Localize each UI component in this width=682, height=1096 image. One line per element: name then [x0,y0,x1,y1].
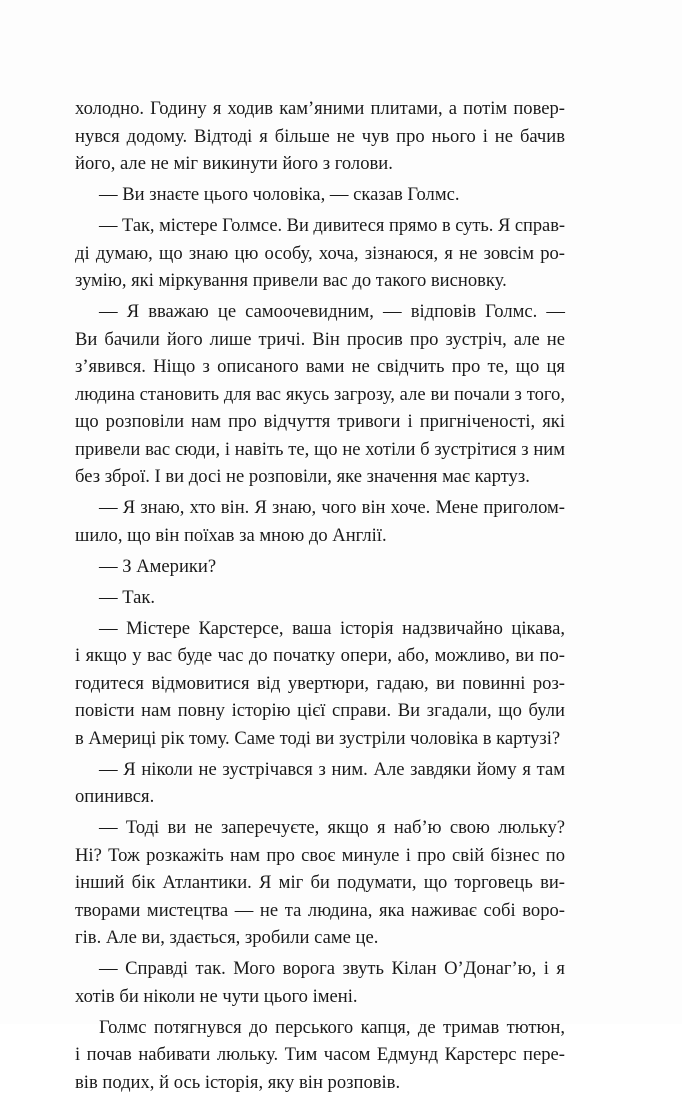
paragraph [75,298,565,491]
text-line: ді думаю, що знаю цю особу, хоча, зізнаюся, я не зовсім ро- [75,240,565,268]
paragraph [75,494,565,549]
text-line: Ні? Тож розкажіть нам про своє минуле і про свій бізнес по [75,842,565,870]
text-line: — Я знаю, хто він. Я знаю, чого він хоче. Мене приголом- [75,494,565,522]
text-line: — Містере Карстерсе, ваша історія надзвичайно цікава, [75,615,565,643]
text-line: інший бік Атлантики. Я міг би подумати, що торговець ви- [75,869,565,897]
text-line: і якщо у вас буде час до початку опери, або, можливо, ви по- [75,642,565,670]
text-line: зумію, які міркування привели вас до такого висновку. [75,267,565,295]
paragraph [75,95,565,178]
text-line: — З Америки? [75,553,565,581]
paragraph [75,553,565,581]
paragraph [75,955,565,1010]
paragraph [75,814,565,952]
text-line: — Так. [75,584,565,612]
text-line: творами мистецтва — не та людина, яка наживає собі воро- [75,897,565,925]
text-line: шило, що він поїхав за мною до Англії. [75,522,565,550]
text-line: людина становить для вас якусь загрозу, але ви почали з того, [75,381,565,409]
paragraph [75,212,565,295]
text-line: з’явився. Ніщо з описаного вами не свідчить про те, що ця [75,353,565,381]
text-line: опинився. [75,783,565,811]
text-line: вів подих, й ось історія, яку він розповів. [75,1069,565,1096]
text-line: Ви бачили його лише тричі. Він просив про зустріч, але не [75,326,565,354]
text-line: і почав набивати люльку. Тим часом Едмунд Карстерс пере- [75,1041,565,1069]
paragraph [75,756,565,811]
text-line: хотів би ніколи не чути цього імені. [75,983,565,1011]
text-line: — Я вважаю це самоочевидним, — відповів Голмс. — [75,298,565,326]
text-line: — Я ніколи не зустрічався з ним. Але завдяки йому я там [75,756,565,784]
text-line: Голмс потягнувся до перського капця, де тримав тютюн, [75,1014,565,1042]
text-line: холодно. Годину я ходив кам’яними плитами, а потім повер- [75,95,565,123]
text-line: привели вас сюди, і навіть те, що не хотіли б зустрітися з ним [75,436,565,464]
text-line: без зброї. І ви досі не розповіли, яке значення має картуз. [75,463,565,491]
paragraph [75,1014,565,1096]
text-line: — Так, містере Голмсе. Ви дивитеся прямо в суть. Я справ- [75,212,565,240]
text-line: — Справді так. Мого ворога звуть Кілан О’Донаг’ю, і я [75,955,565,983]
text-line: гів. Але ви, здається, зробили саме це. [75,924,565,952]
text-line: нувся додому. Відтоді я більше не чув про нього і не бачив [75,123,565,151]
text-line: годитеся відмовитися від увертюри, гадаю, ви повинні роз- [75,670,565,698]
text-line: його, але не міг викинути його з голови. [75,150,565,178]
text-line: що розповіли нам про відчуття тривоги і пригніченості, які [75,408,565,436]
paragraph [75,615,565,753]
paragraph [75,584,565,612]
page-body-text [75,95,565,1096]
text-line: — Ви знаєте цього чоловіка, — сказав Голмс. [75,181,565,209]
paragraph [75,181,565,209]
text-line: в Америці рік тому. Саме тоді ви зустріли чоловіка в картузі? [75,725,565,753]
text-line: повісти нам повну історію цієї справи. Ви згадали, що були [75,697,565,725]
text-line: — Тоді ви не заперечуєте, якщо я наб’ю свою люльку? [75,814,565,842]
